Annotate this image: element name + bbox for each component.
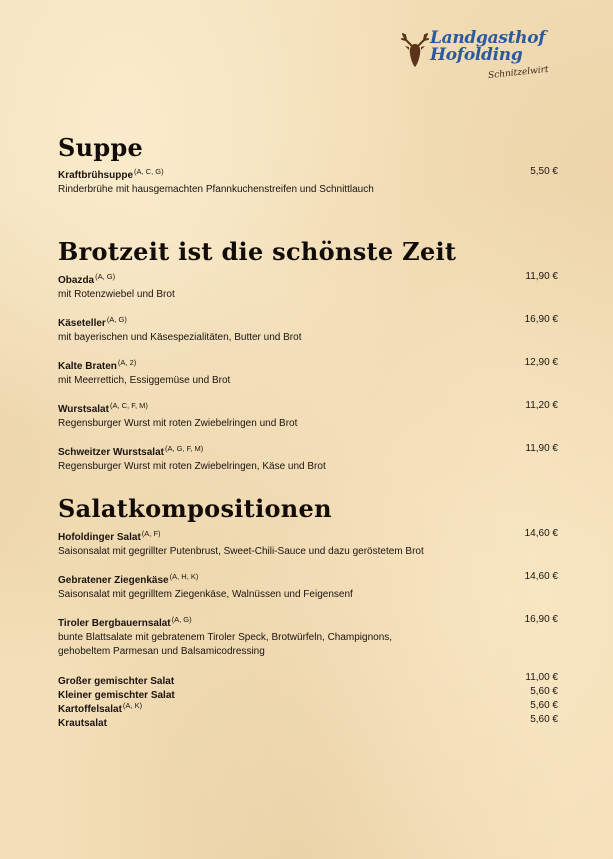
item-description: Saisonsalat mit gegrilltem Ziegenkäse, Walnüssen und Feigensenf [58, 589, 353, 600]
menu-item [58, 356, 558, 388]
allergen-codes: (A, H, K) [169, 572, 199, 581]
item-price: 11,90 € [525, 443, 558, 454]
item-description: mit bayerischen und Käsespezialitäten, Butter und Brot [58, 332, 302, 343]
section-title-salatkompositionen: Salatkompositionen [58, 494, 332, 523]
logo-text-line1: Landgasthof [430, 28, 546, 48]
item-name: Tiroler Bergbauernsalat$^{(A, G)}$ [58, 615, 192, 629]
allergen-codes: (A, G, F, M) [164, 444, 204, 453]
item-price: 11,00 € [525, 672, 558, 683]
item-price: 11,90 € [525, 271, 558, 282]
item-name: Wurstsalat$^{(A, C, F, M)}$ [58, 401, 148, 415]
menu-item [58, 442, 558, 474]
item-price: 16,90 € [524, 314, 558, 325]
item-name: Hofoldinger Salat$^{(A, F)}$ [58, 529, 161, 543]
allergen-codes: (A, F) [141, 529, 161, 538]
item-price: 11,20 € [525, 400, 558, 411]
allergen-codes: (A, K) [122, 701, 143, 710]
item-description: gehobeltem Parmesan und Balsamicodressing [58, 646, 265, 657]
item-price: 5,60 € [530, 714, 558, 725]
section-title-brotzeit: Brotzeit ist die schönste Zeit [58, 237, 457, 266]
item-price: 5,50 € [530, 166, 558, 177]
item-name: Krautsalat [58, 718, 107, 729]
item-name: Kartoffelsalat$^{(A, K)}$ [58, 701, 143, 715]
allergen-codes: (A, G) [171, 615, 192, 624]
logo-subtitle: Schnitzelwirt [487, 64, 550, 82]
item-name: Käseteller$^{(A, G)}$ [58, 315, 127, 329]
allergen-codes: (A, 2) [117, 358, 137, 367]
item-name: Schweitzer Wurstsalat$^{(A, G, F, M)}$ [58, 444, 204, 458]
item-price: 16,90 € [524, 614, 558, 625]
item-description: Regensburger Wurst mit roten Zwiebelringen und Brot [58, 418, 298, 429]
allergen-codes: (A, C, G) [134, 167, 164, 176]
deer-head-icon [400, 30, 430, 70]
item-description: Saisonsalat mit gegrillter Putenbrust, Sweet-Chili-Sauce und dazu geröstetem Brot [58, 546, 424, 557]
item-price: 5,60 € [530, 700, 558, 711]
item-name: Gebratener Ziegenkäse$^{(A, H, K)}$ [58, 572, 199, 586]
menu-item [58, 527, 558, 559]
allergen-codes: (A, C, F, M) [109, 401, 148, 410]
item-price: 12,90 € [524, 357, 558, 368]
item-name: Kalte Braten$^{(A, 2)}$ [58, 358, 137, 372]
menu-item [58, 713, 558, 730]
item-price: 14,60 € [524, 571, 558, 582]
item-description: Regensburger Wurst mit roten Zwiebelringen, Käse und Brot [58, 461, 326, 472]
allergen-codes: (A, G) [95, 272, 116, 281]
menu-item [58, 270, 558, 302]
menu-item [58, 613, 558, 659]
menu-item [58, 399, 558, 431]
item-description: mit Meerrettich, Essiggemüse und Brot [58, 375, 231, 386]
menu-item [58, 165, 558, 197]
item-name: Großer gemischter Salat [58, 676, 175, 687]
item-description: mit Rotenzwiebel und Brot [58, 289, 175, 300]
item-description: bunte Blattsalate mit gebratenem Tiroler Speck, Brotwürfeln, Champignons, [58, 632, 393, 643]
item-name: Kraftbrühsuppe$^{(A, C, G)}$ [58, 167, 164, 181]
item-name: Kleiner gemischter Salat [58, 690, 175, 701]
item-name: Obazda$^{(A, G)}$ [58, 272, 116, 286]
logo-text-line2: Hofolding [430, 45, 523, 65]
section-title-suppe: Suppe [58, 133, 144, 162]
restaurant-logo [400, 28, 560, 88]
menu-item [58, 313, 558, 345]
item-price: 5,60 € [530, 686, 558, 697]
item-description: Rinderbrühe mit hausgemachten Pfannkuchenstreifen und Schnittlauch [58, 184, 374, 195]
menu-item [58, 570, 558, 602]
allergen-codes: (A, G) [106, 315, 127, 324]
item-price: 14,60 € [524, 528, 558, 539]
